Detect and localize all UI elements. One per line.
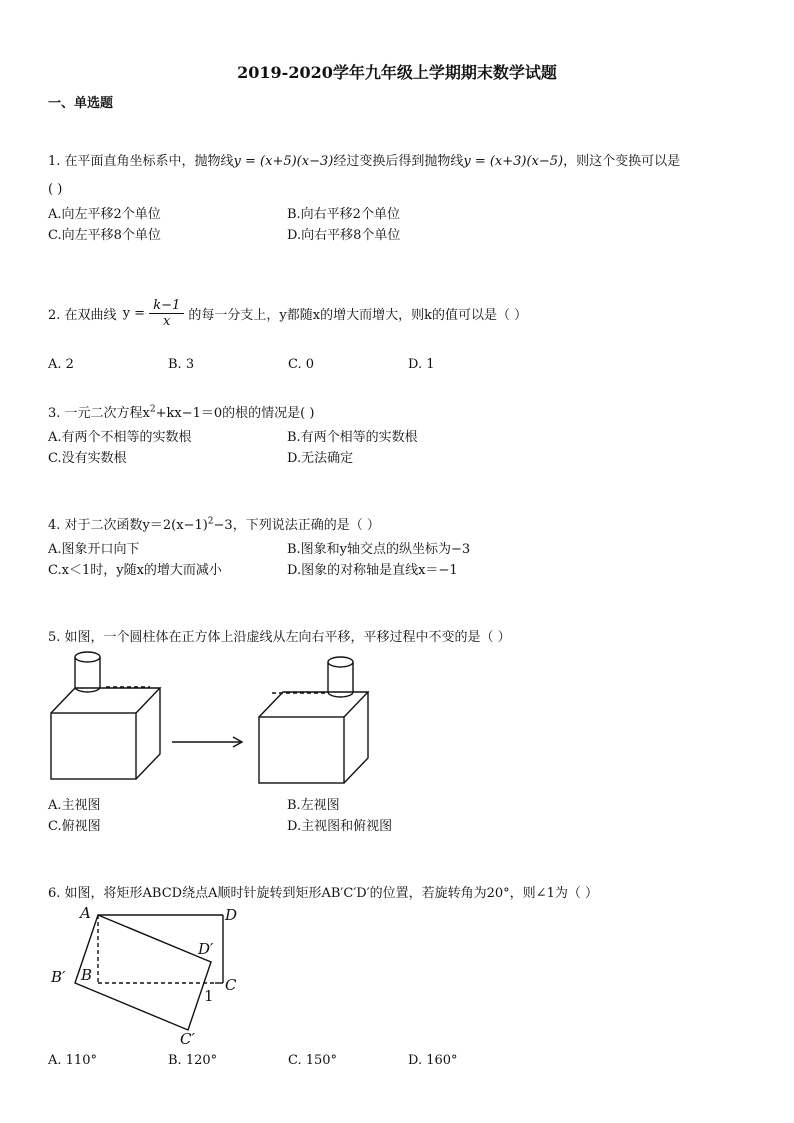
q4-suffix: −3，下列说法正确的是（ ） bbox=[213, 518, 380, 533]
rotated-rectangle bbox=[75, 915, 211, 1030]
question-1 bbox=[48, 150, 680, 169]
q2-option-a[interactable]: A. 2 bbox=[48, 357, 74, 372]
left-cube-top bbox=[51, 688, 160, 713]
q3-prefix: 3. 一元二次方程x bbox=[48, 406, 150, 421]
q5-figure bbox=[40, 640, 380, 790]
q5-option-c[interactable]: C.俯视图 bbox=[48, 819, 101, 834]
q4-prefix: 4. 对于二次函数y＝2(x−1) bbox=[48, 518, 208, 533]
q2-option-d[interactable]: D. 1 bbox=[408, 357, 435, 372]
q3-option-a[interactable]: A.有两个不相等的实数根 bbox=[48, 430, 192, 445]
q2-option-b[interactable]: B. 3 bbox=[168, 357, 195, 372]
q6-option-d[interactable]: D. 160° bbox=[408, 1053, 458, 1068]
q2-suffix: 的每一分支上，y都随x的增大而增大，则k的值可以是（ ） bbox=[188, 308, 528, 323]
label-b: B bbox=[81, 966, 93, 984]
q1-prefix: 1. 在平面直角坐标系中，抛物线 bbox=[48, 154, 234, 169]
right-cube-front bbox=[259, 717, 344, 783]
question-6: 6. 如图，将矩形ABCD绕点A顺时针旋转到矩形AB′C′D′的位置，若旋转角为20°，则∠1为（ ） bbox=[48, 886, 598, 901]
q2-option-c[interactable]: C. 0 bbox=[288, 357, 315, 372]
q1-option-d[interactable]: D.向右平移8个单位 bbox=[287, 228, 401, 243]
q3-suffix: +kx−1＝0的根的情况是( ) bbox=[155, 406, 315, 421]
question-5: 5. 如图，一个圆柱体在正方体上沿虚线从左向右平移，平移过程中不变的是（ ） bbox=[48, 630, 511, 645]
q1-suffix: ，则这个变换可以是 bbox=[563, 154, 681, 169]
label-d-prime: D′ bbox=[198, 940, 214, 958]
q6-option-a[interactable]: A. 110° bbox=[48, 1053, 97, 1068]
right-cube-side bbox=[344, 692, 368, 783]
q6-figure bbox=[40, 900, 280, 1050]
q1-expr2: y = (x+3)(x−5) bbox=[463, 154, 564, 169]
label-a: A bbox=[80, 904, 91, 922]
right-cube-top bbox=[259, 692, 368, 717]
q4-option-b[interactable]: B.图象和y轴交点的纵坐标为−3 bbox=[287, 542, 471, 557]
q4-option-d[interactable]: D.图象的对称轴是直线x＝−1 bbox=[287, 563, 458, 578]
q6-option-c[interactable]: C. 150° bbox=[288, 1053, 338, 1068]
question-2 bbox=[48, 298, 527, 329]
question-4 bbox=[48, 514, 380, 533]
q3-sup: 2 bbox=[149, 404, 156, 415]
right-cylinder-top bbox=[328, 657, 353, 667]
q2-frac-den: x bbox=[163, 314, 171, 329]
label-c-prime: C′ bbox=[180, 1030, 195, 1048]
q1-option-c[interactable]: C.向左平移8个单位 bbox=[48, 228, 161, 243]
q1-option-a[interactable]: A.向左平移2个单位 bbox=[48, 207, 161, 222]
q1-option-b[interactable]: B.向右平移2个单位 bbox=[287, 207, 400, 222]
q3-option-d[interactable]: D.无法确定 bbox=[287, 451, 354, 466]
q3-option-b[interactable]: B.有两个相等的实数根 bbox=[287, 430, 418, 445]
label-angle-1: 1 bbox=[204, 987, 214, 1005]
q2-fraction bbox=[149, 298, 184, 329]
q1-middle: 经过变换后得到抛物线 bbox=[333, 154, 464, 169]
q3-option-c[interactable]: C.没有实数根 bbox=[48, 451, 127, 466]
q5-option-d[interactable]: D.主视图和俯视图 bbox=[287, 819, 393, 834]
page-title: 2019-2020学年九年级上学期期末数学试题 bbox=[237, 63, 557, 82]
q2-y-eq: y = bbox=[122, 306, 146, 321]
question-3 bbox=[48, 402, 314, 421]
right-cylinder-bottom bbox=[328, 692, 353, 697]
q6-option-b[interactable]: B. 120° bbox=[168, 1053, 218, 1068]
q1-paren: ( ) bbox=[48, 182, 63, 197]
label-b-prime: B′ bbox=[51, 968, 66, 986]
q4-option-c[interactable]: C.x＜1时，y随x的增大而减小 bbox=[48, 563, 222, 578]
left-cube-front bbox=[51, 713, 136, 779]
q2-frac-num: k−1 bbox=[149, 298, 184, 314]
q2-prefix: 2. 在双曲线 bbox=[48, 308, 117, 323]
label-d: D bbox=[225, 906, 238, 924]
q4-sup: 2 bbox=[207, 516, 214, 527]
q1-expr1: y = (x+5)(x−3) bbox=[233, 154, 334, 169]
q5-option-a[interactable]: A.主视图 bbox=[48, 798, 101, 813]
q4-option-a[interactable]: A.图象开口向下 bbox=[48, 542, 140, 557]
section-heading: 一、单选题 bbox=[48, 96, 114, 111]
left-cylinder-top bbox=[75, 652, 100, 662]
q5-option-b[interactable]: B.左视图 bbox=[287, 798, 340, 813]
left-cube-side bbox=[136, 688, 160, 779]
label-c: C bbox=[225, 976, 237, 994]
